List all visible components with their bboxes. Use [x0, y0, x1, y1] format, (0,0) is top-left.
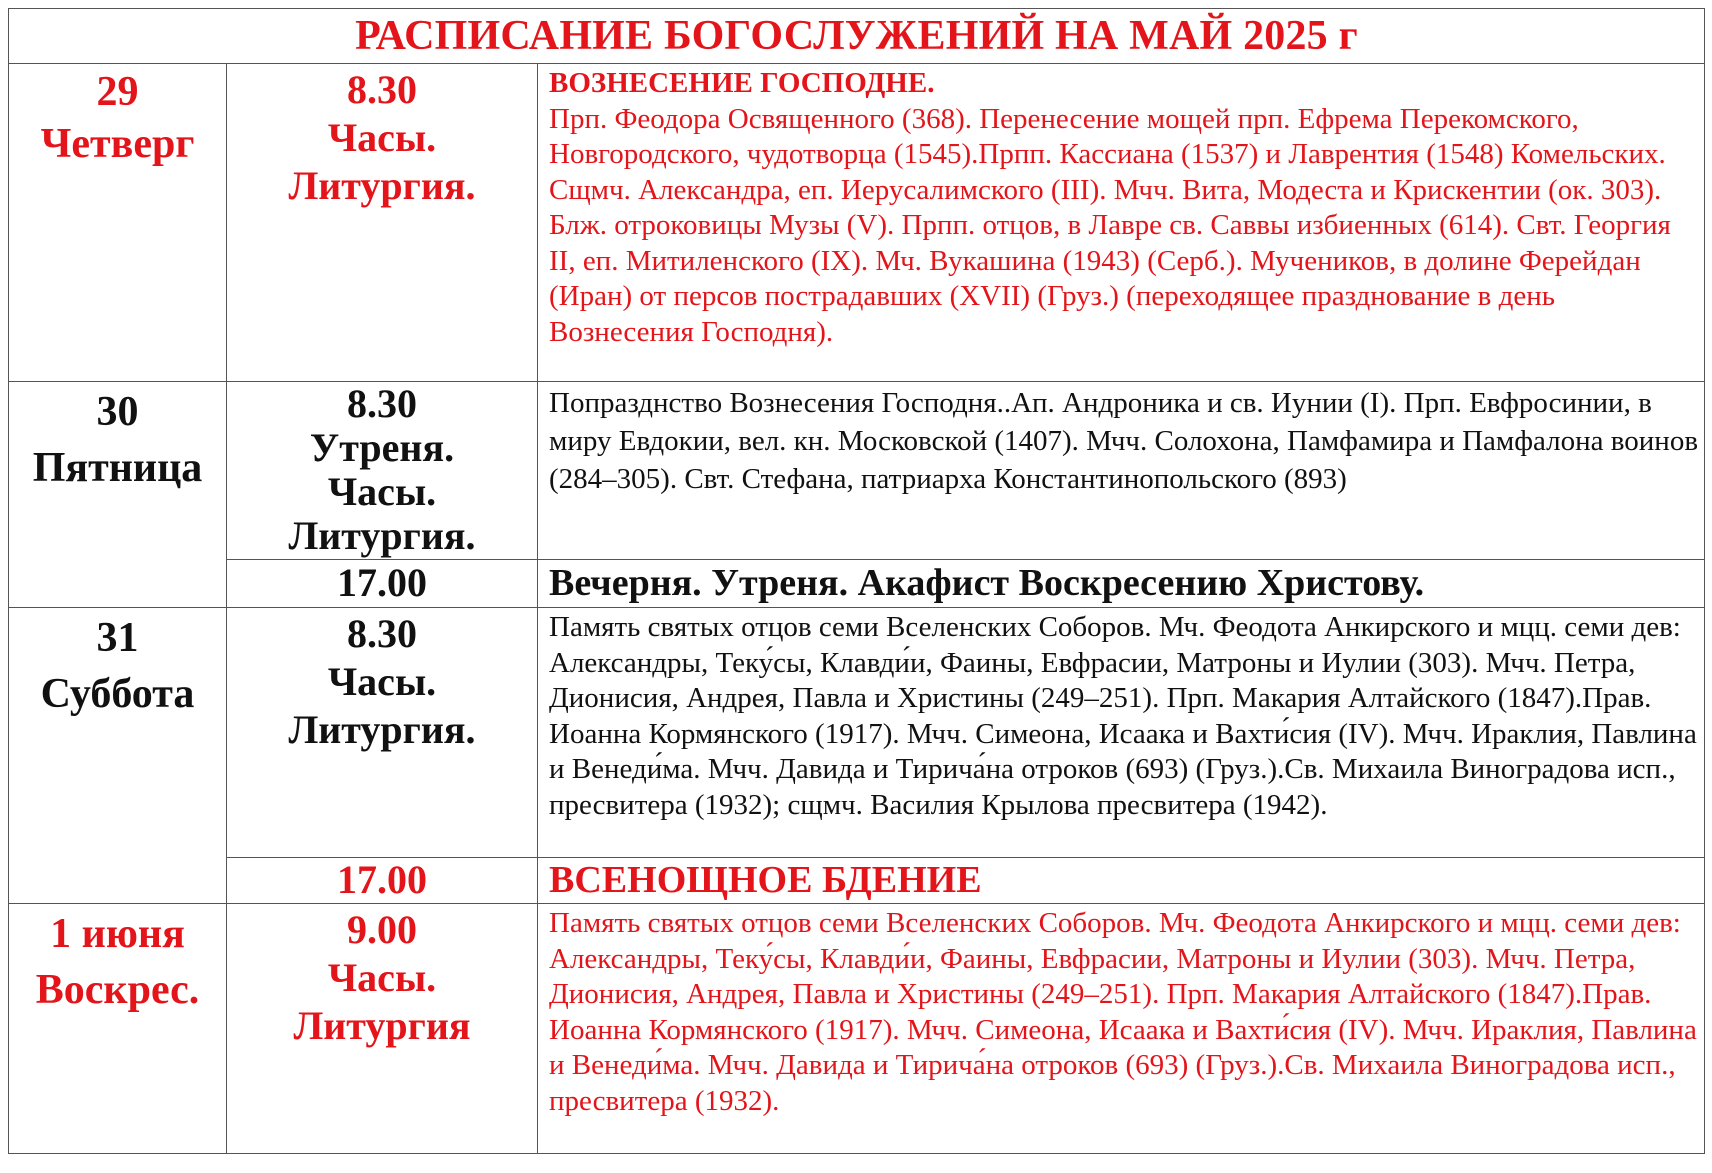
day-date: 30: [96, 389, 139, 435]
service-line: Вечерня. Утреня. Акафист Воскресению Христову.: [549, 562, 1425, 604]
schedule-page: [8, 8, 1704, 1154]
feast-heading: ВОЗНЕСЕНИЕ ГОСПОДНЕ.: [549, 67, 935, 99]
service-name: Утреня.: [309, 425, 455, 470]
service-time: 8.30: [347, 381, 417, 426]
table-row: [9, 608, 1705, 858]
service-time: 17.00: [337, 560, 427, 605]
title-row: [9, 9, 1705, 64]
schedule-table: [8, 8, 1705, 1154]
service-description: [538, 858, 1705, 904]
time-cell: [227, 64, 538, 382]
saints-text: Прп. Феодора Освященного (368). Перенесение мощей прп. Ефрема Перекомского, Новгородского, чудотворца (1545).Прпп. Кассиана (1537) и Лаврентия (1548) Комельских. Сщмч. Александра, еп. Иерусалимского (III). Мчч. Вита, Модеста и Крискентии (ок. 303). Блж. отроковицы Музы (V). Прпп. отцов, в Лавре св. Саввы избиенных (614). Свт. Георгия II, еп. Митиленского (IX). Мч. Вукашина (1943) (Серб.). Мучеников, в долине Ферейдан (Иран) от персов пострадавших (XVII) (Груз.) (переходящее празднование в день Вознесения Господня).: [549, 102, 1671, 348]
page-title: РАСПИСАНИЕ БОГОСЛУЖЕНИЙ НА МАЙ 2025 г: [9, 9, 1705, 64]
day-cell: [9, 64, 227, 382]
service-name: Часы.: [327, 115, 437, 160]
day-weekday: Четверг: [40, 121, 195, 167]
service-time: 9.00: [347, 907, 417, 952]
service-time: 8.30: [347, 611, 417, 656]
service-name: Часы.: [327, 469, 437, 514]
service-name: Литургия: [293, 1003, 471, 1048]
day-cell: [9, 382, 227, 608]
service-description: [538, 64, 1705, 382]
time-cell: [227, 858, 538, 904]
saints-text: Память святых отцов семи Вселенских Соборов. Мч. Феодота Анкирского и мцц. семи дев: Александры, Теку́сы, Клавди́и, Фаины, Евфрасии, Матроны и Иулии (303). Мчч. Петра, Дионисия, Андрея, Павла и Христины (249–251). Прп. Макария Алтайского (1847).Прав. Иоанна Кормянского (1917). Мчч. Симеона, Исаака и Вахти́сия (IV). Мчч. Ираклия, Павлина и Венеди́ма. Мчч. Давида и Тирича́на отроков (693) (Груз.).Св. Михаила Виноградова исп., пресвитера (1932); сщмч. Василия Крылова пресвитера (1942).: [549, 611, 1697, 821]
service-description: [538, 904, 1705, 1154]
table-row: [9, 382, 1705, 560]
time-cell: [227, 904, 538, 1154]
day-cell: [9, 904, 227, 1154]
table-row: [9, 64, 1705, 382]
day-cell: [9, 608, 227, 904]
service-name: Литургия.: [288, 513, 476, 558]
saints-text: Память святых отцов семи Вселенских Соборов. Мч. Феодота Анкирского и мцц. семи дев: Александры, Теку́сы, Клавди́и, Фаины, Евфрасии, Матроны и Иулии (303). Мчч. Петра, Дионисия, Андрея, Павла и Христины (249–251). Прп. Макария Алтайского (1847).Прав. Иоанна Кормянского (1917). Мчч. Симеона, Исаака и Вахти́сия (IV). Мчч. Ираклия, Павлина и Венеди́ма. Мчч. Давида и Тирича́на отроков (693) (Груз.).Св. Михаила Виноградова исп., пресвитера (1932).: [549, 907, 1697, 1117]
day-weekday: Суббота: [40, 671, 195, 717]
saints-text: Попразднство Вознесения Господня..Ап. Андроника и св. Иунии (I). Прп. Евфросинии, в миру Евдокии, вел. кн. Московской (1407). Мчч. Солохона, Памфамира и Памфалона воинов (284–305). Свт. Стефана, патриарха Константинопольского (893): [549, 387, 1699, 495]
table-row: [9, 904, 1705, 1154]
day-date: 1 июня: [50, 911, 185, 957]
day-weekday: Воскрес.: [35, 967, 200, 1013]
time-cell: [227, 560, 538, 608]
time-cell: [227, 608, 538, 858]
service-name: Литургия.: [288, 707, 476, 752]
day-date: 29: [96, 69, 139, 115]
service-time: 17.00: [337, 857, 427, 902]
service-description: [538, 608, 1705, 858]
service-name: Часы.: [327, 659, 437, 704]
service-description: [538, 560, 1705, 608]
service-line: ВСЕНОЩНОЕ БДЕНИЕ: [549, 859, 982, 901]
table-row: [9, 560, 1705, 608]
day-date: 31: [96, 615, 139, 661]
table-row: [9, 858, 1705, 904]
service-time: 8.30: [347, 67, 417, 112]
service-description: [538, 382, 1705, 560]
time-cell: [227, 382, 538, 560]
service-name: Литургия.: [288, 163, 476, 208]
day-weekday: Пятница: [32, 445, 203, 491]
service-name: Часы.: [327, 955, 437, 1000]
